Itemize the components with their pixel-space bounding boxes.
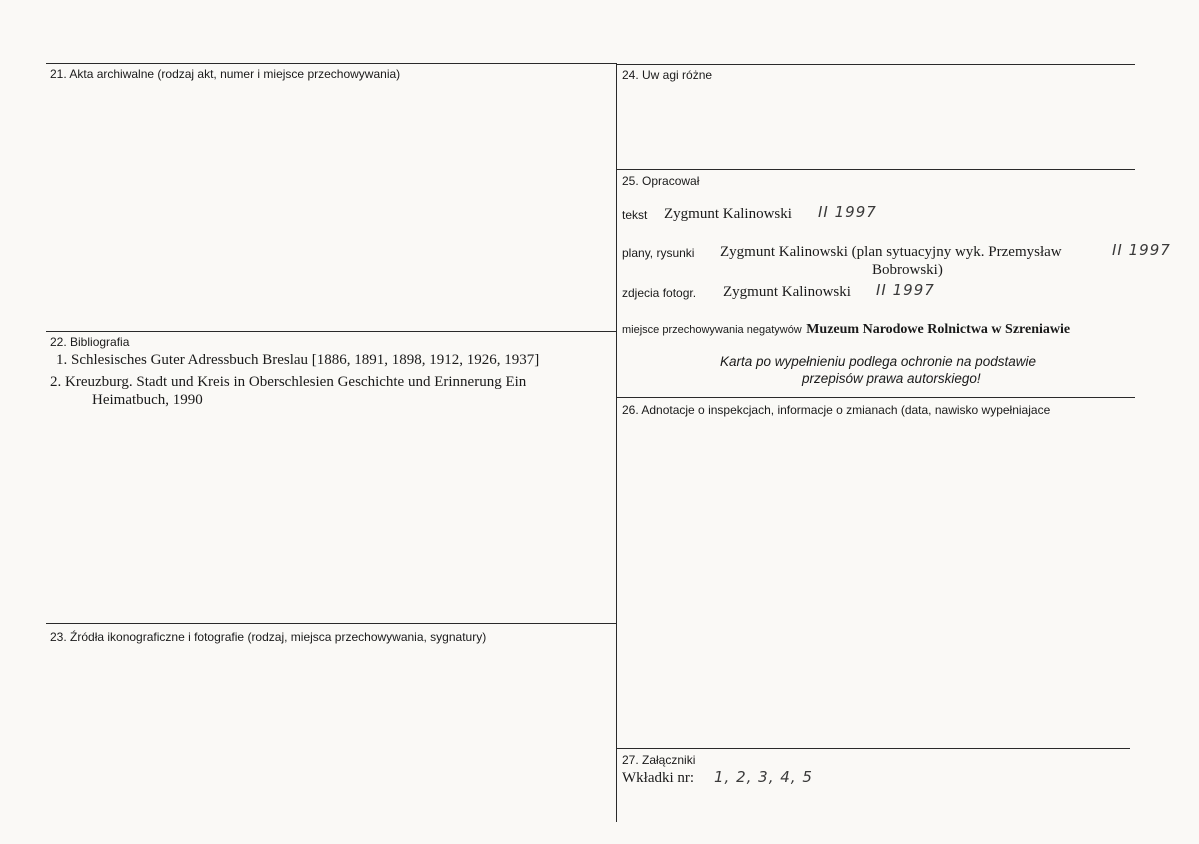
rule-25-26 xyxy=(617,397,1135,398)
bibliography-item-1: 1. Schlesisches Guter Adressbuch Breslau [1886, 1891, 1898, 1912, 1926, 1937] xyxy=(56,352,540,368)
bibliography-item-2: 2. Kreuzburg. Stadt und Kreis in Oberschlesien Geschichte und Erinnerung Ein xyxy=(50,374,527,390)
rule-top-left xyxy=(46,63,617,64)
section-25-label: 25. Opracował xyxy=(622,174,700,188)
section-26-label: 26. Adnotacje o inspekcjach, informacje o zmianach (data, nawisko wypełniajace xyxy=(622,403,1051,417)
copyright-notice-line-2: przepisów prawa autorskiego! xyxy=(802,371,981,386)
section-23-label: 23. Źródła ikonograficzne i fotografie (rodzaj, miejsca przechowywania, sygnatury) xyxy=(50,630,487,644)
rule-24-25 xyxy=(617,169,1135,170)
wkladki-value: 1, 2, 3, 4, 5 xyxy=(714,768,813,786)
vertical-divider xyxy=(616,63,617,822)
zdjecia-date: II 1997 xyxy=(876,281,935,299)
section-22-label: 22. Bibliografia xyxy=(50,335,130,349)
rule-22-23 xyxy=(46,623,617,624)
copyright-notice-line-1: Karta po wypełnieniu podlega ochronie na podstawie xyxy=(720,354,1036,369)
section-24-label: 24. Uw agi różne xyxy=(622,68,713,82)
plany-value-cont: Bobrowski) xyxy=(872,262,943,278)
tekst-label: tekst xyxy=(622,208,648,222)
plany-label: plany, rysunki xyxy=(622,246,695,260)
miejsce-value: Muzeum Narodowe Rolnictwa w Szreniawie xyxy=(806,322,1071,337)
bibliography-item-2-cont: Heimatbuch, 1990 xyxy=(92,392,203,408)
zdjecia-value: Zygmunt Kalinowski xyxy=(723,284,851,300)
tekst-date: II 1997 xyxy=(818,203,877,221)
plany-value: Zygmunt Kalinowski (plan sytuacyjny wyk. Przemysław xyxy=(720,244,1062,260)
rule-21-22 xyxy=(46,331,617,332)
miejsce-row xyxy=(622,320,1070,338)
wkladki-label: Wkładki nr: xyxy=(622,770,695,786)
zdjecia-label: zdjecia fotogr. xyxy=(622,286,697,300)
rule-top-right xyxy=(617,64,1135,65)
miejsce-label: miejsce przechowywania negatywów xyxy=(622,324,802,336)
section-27-label: 27. Załączniki xyxy=(622,753,696,767)
rule-26-27 xyxy=(617,748,1130,749)
section-21-label: 21. Akta archiwalne (rodzaj akt, numer i miejsce przechowywania) xyxy=(50,67,401,81)
plany-date: II 1997 xyxy=(1112,241,1171,259)
tekst-value: Zygmunt Kalinowski xyxy=(664,206,792,222)
